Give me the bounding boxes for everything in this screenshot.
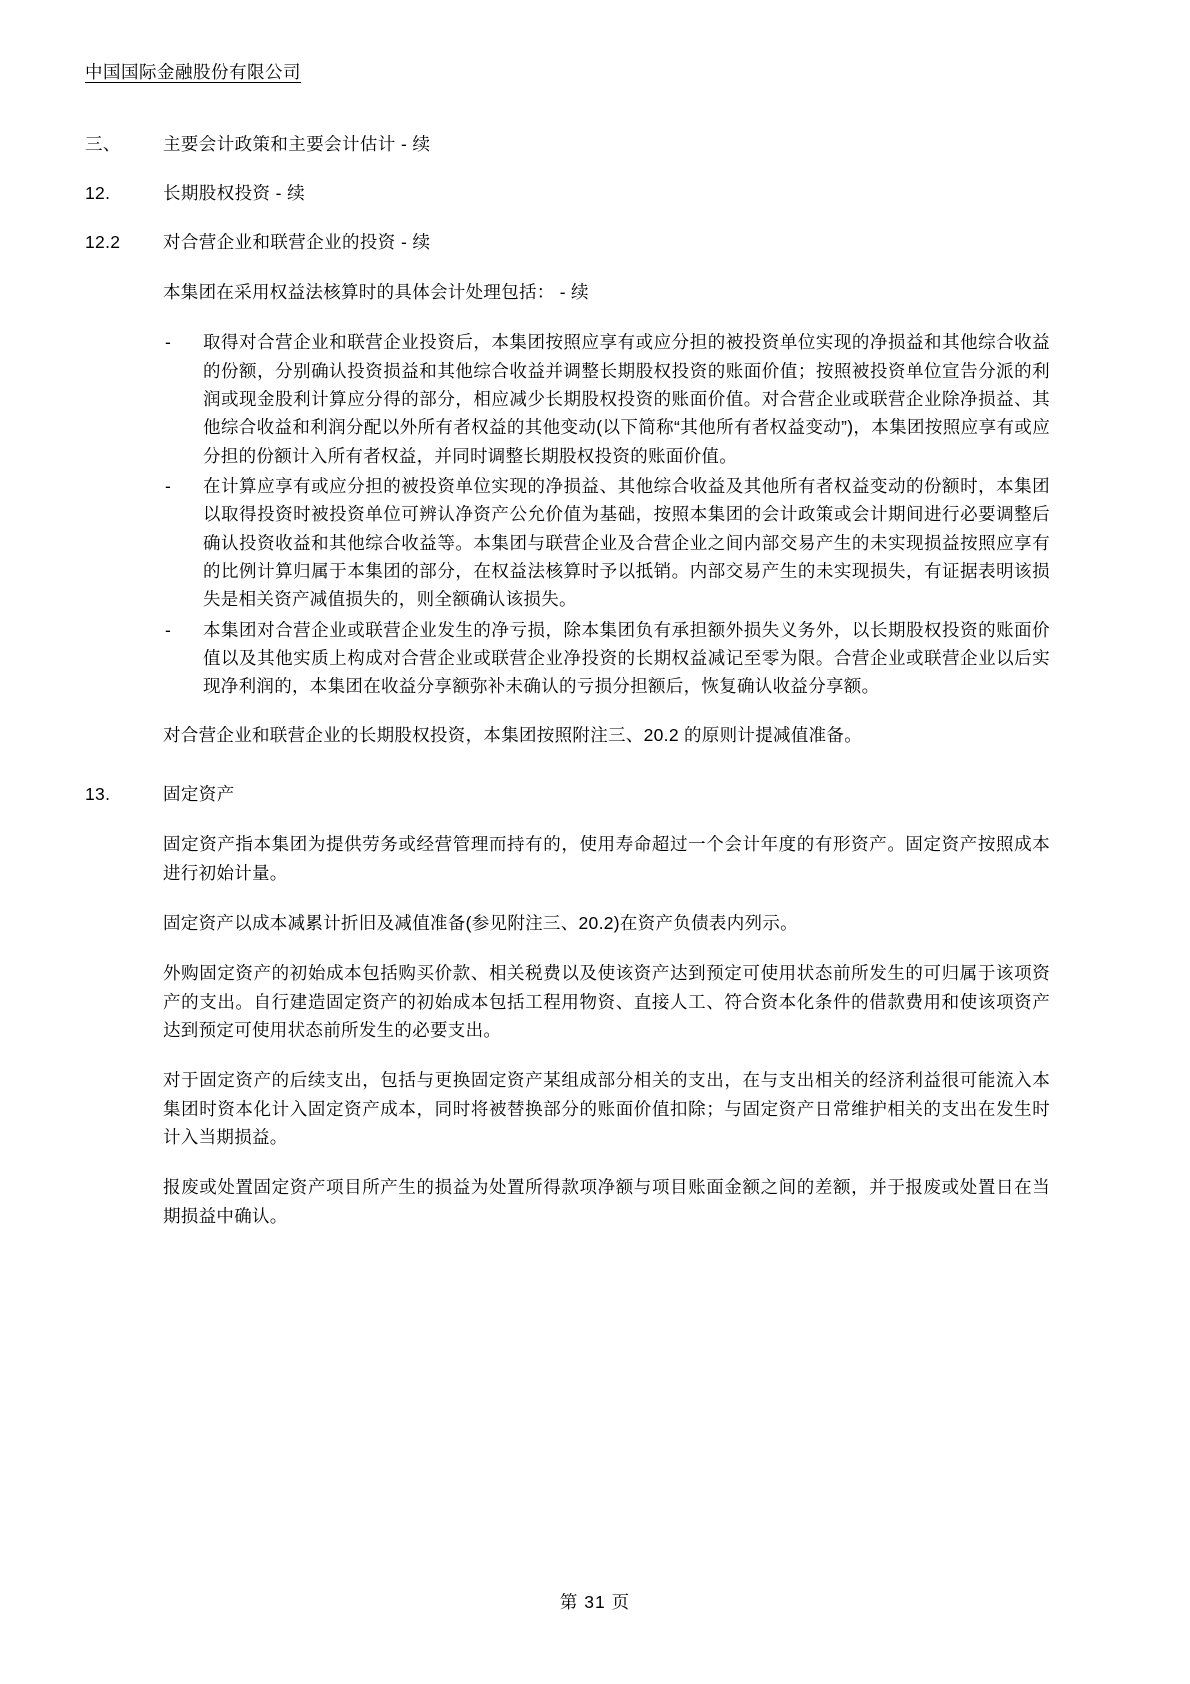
section-heading-main — [85, 131, 1050, 158]
section-number: 三、 — [85, 133, 121, 154]
spacer — [85, 771, 1050, 781]
section13-paragraph-1: 固定资产指本集团为提供劳务或经营管理而持有的，使用寿命超过一个会计年度的有形资产。固定资产按照成本进行初始计量。 — [163, 834, 1050, 883]
closing-paragraph: 对合营企业和联营企业的长期股权投资，本集团按照附注三、20.2 的原则计提减值准备。 — [163, 724, 863, 745]
section-title: 主要会计政策和主要会计估计 - 续 — [163, 133, 431, 154]
section-heading-12 — [85, 180, 1050, 207]
section-title-12: 长期股权投资 - 续 — [163, 182, 306, 203]
section13-paragraph-4: 对于固定资产的后续支出，包括与更换固定资产某组成部分相关的支出，在与支出相关的经济利益很可能流入本集团时资本化计入固定资产成本，同时将被替换部分的账面价值扣除；与固定资产日常维护相关的支出在发生时计入当期损益。 — [163, 1070, 1050, 1147]
section-heading-13 — [85, 781, 1050, 808]
section-title-13: 固定资产 — [163, 784, 235, 805]
company-header: 中国国际金融股份有限公司 — [85, 62, 301, 82]
section13-paragraph-2: 固定资产以成本减累计折旧及减值准备(参见附注三、20.2)在资产负债表内列示。 — [163, 912, 798, 933]
bullet-text: 本集团对合营企业或联营企业发生的净亏损，除本集团负有承担额外损失义务外，以长期股权投资的账面价值以及其他实质上构成对合营企业或联营企业净投资的长期权益减记至零为限。合营企业或联营企业以后实现净利润的，本集团在收益分享额弥补未确认的亏损分担额后，恢复确认收益分享额。 — [203, 619, 1050, 697]
page-footer: 第 31 页 — [559, 1592, 631, 1612]
section13-paragraph-5: 报废或处置固定资产项目所产生的损益为处置所得款项净额与项目账面金额之间的差额，并于报废或处置日在当期损益中确认。 — [163, 1177, 1050, 1226]
bullet-marker: - — [165, 475, 171, 496]
page-content — [85, 60, 1050, 1252]
section-title-12-2: 对合营企业和联营企业的投资 - 续 — [163, 231, 431, 252]
list-item — [163, 328, 1050, 470]
bullet-text: 在计算应享有或应分担的被投资单位实现的净损益、其他综合收益及其他所有者权益变动的份额时，本集团以取得投资时被投资单位可辨认净资产公允价值为基础，按照本集团的会计政策或会计期间进行必要调整后确认投资收益和其他综合收益等。本集团与联营企业及合营企业之间内部交易产生的未实现损益按照应享有的比例计算归属于本集团的部分，在权益法核算时予以抵销。内部交易产生的未实现损失，有证据表明该损失是相关资产减值损失的，则全额确认该损失。 — [203, 475, 1050, 610]
section13-paragraph-3: 外购固定资产的初始成本包括购买价款、相关税费以及使该资产达到预定可使用状态前所发生的可归属于该项资产的支出。自行建造固定资产的初始成本包括工程用物资、直接人工、符合资本化条件的借款费用和使该项资产达到预定可使用状态前所发生的必要支出。 — [163, 963, 1050, 1040]
bullet-marker: - — [165, 332, 171, 353]
list-item — [163, 616, 1050, 701]
list-item — [163, 472, 1050, 614]
section-number-12: 12. — [85, 182, 111, 203]
bullet-text: 取得对合营企业和联营企业投资后，本集团按照应享有或应分担的被投资单位实现的净损益和其他综合收益的份额，分别确认投资损益和其他综合收益并调整长期股权投资的账面价值；按照被投资单位宣告分派的利润或现金股利计算应分得的部分，相应减少长期股权投资的账面价值。对合营企业或联营企业除净损益、其他综合收益和利润分配以外所有者权益的其他变动(以下简称“其他所有者权益变动”)，本集团按照应享有或应分担的份额计入所有者权益，并同时调整长期股权投资的账面价值。 — [203, 332, 1050, 466]
section-number-13: 13. — [85, 784, 111, 805]
section-number-12-2: 12.2 — [85, 231, 121, 252]
bullet-marker: - — [165, 619, 171, 640]
intro-paragraph: 本集团在采用权益法核算时的具体会计处理包括： - 续 — [163, 281, 589, 302]
section-heading-12-2 — [85, 229, 1050, 256]
bullet-list — [163, 328, 1050, 700]
